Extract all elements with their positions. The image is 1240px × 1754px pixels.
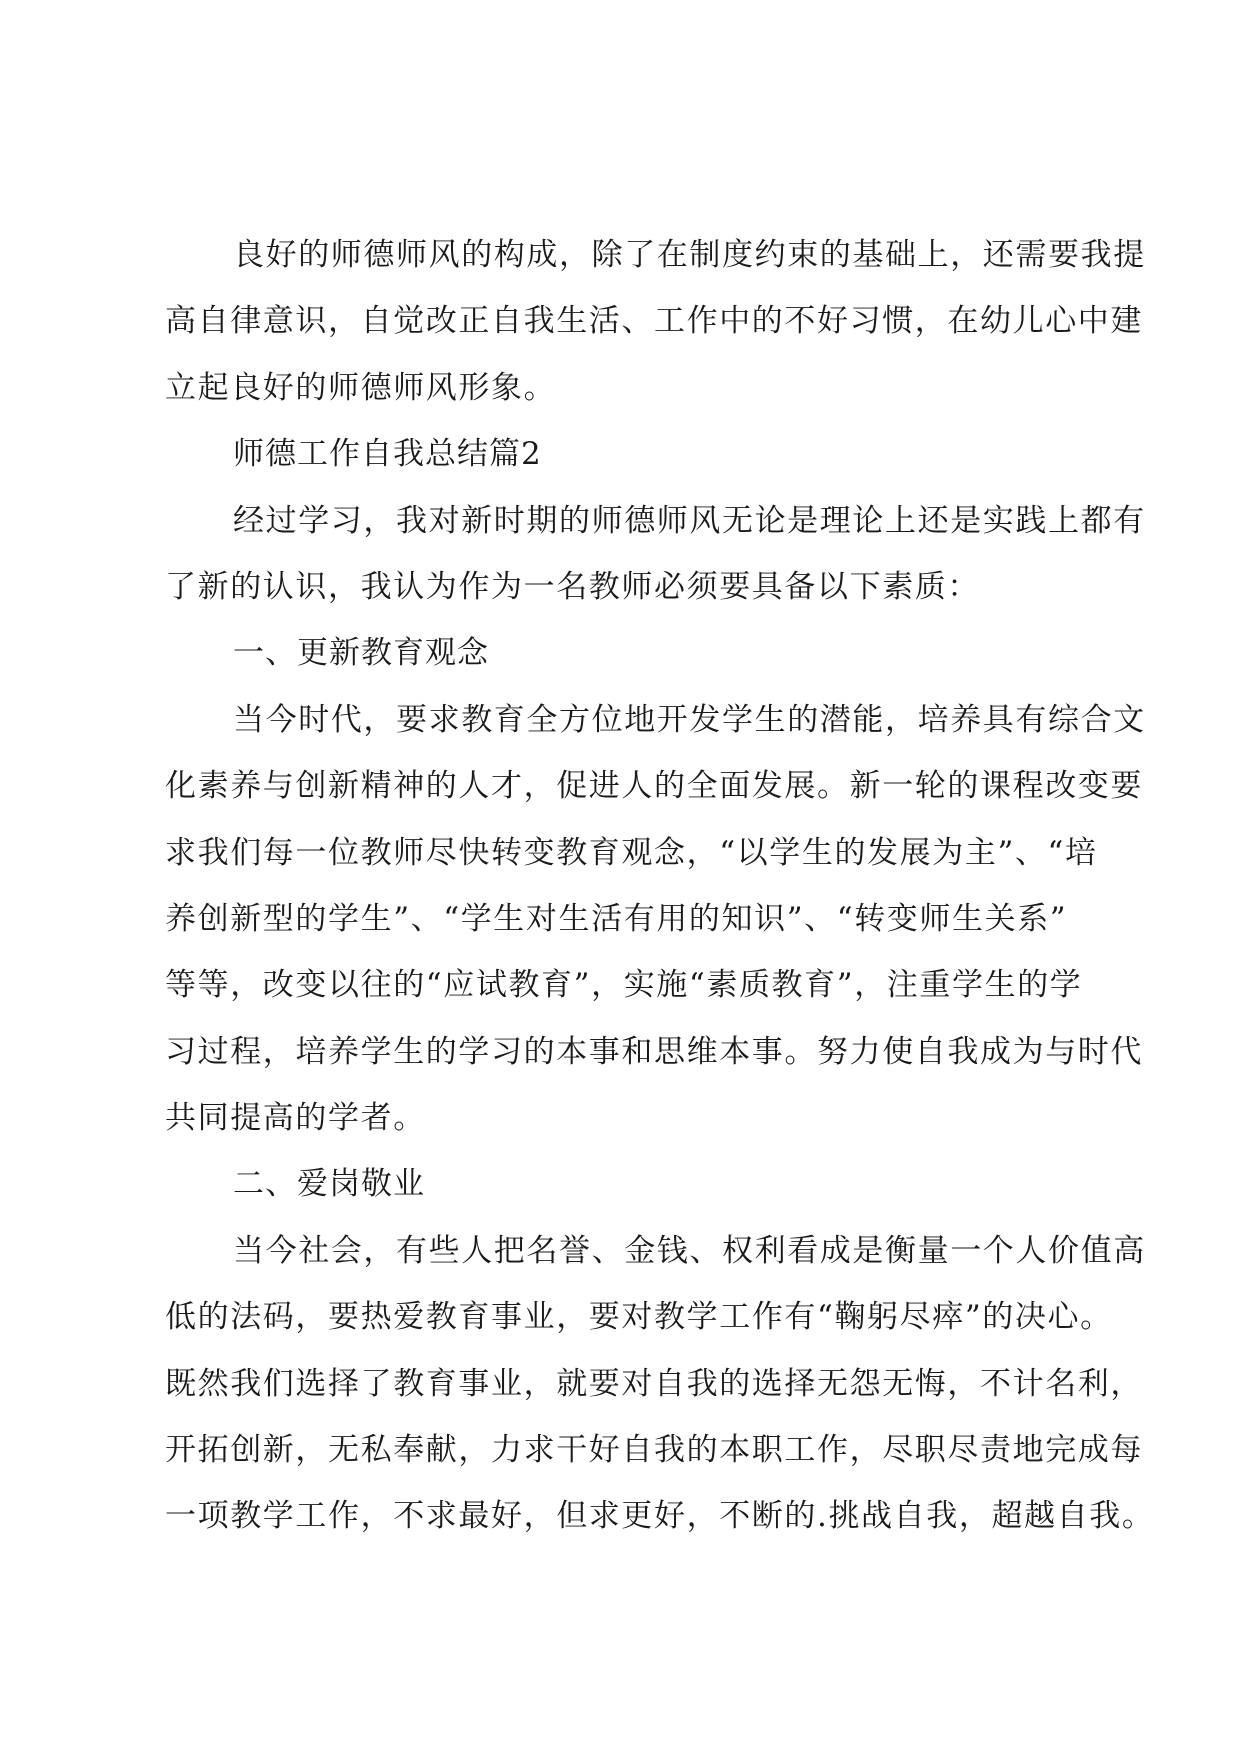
section-heading: 二、爱岗敬业 [233, 1166, 425, 1203]
paragraph-line: 当今社会，有些人把名誉、金钱、权利看成是衡量一个人价值高 [233, 1232, 1146, 1269]
document-body [165, 222, 1155, 1550]
paragraph-line: 求我们每一位教师尽快转变教育观念，“以学生的发展为主”、“培 [165, 834, 1098, 871]
section-heading: 一、更新教育观念 [233, 635, 489, 672]
paragraph-line: 低的法码，要热爱教育事业，要对教学工作有“鞠躬尽瘁”的决心。 [165, 1299, 1113, 1336]
paragraph-line: 既然我们选择了教育事业，就要对自我的选择无怨无悔，不计名利， [165, 1365, 1143, 1402]
paragraph-line: 共同提高的学者。 [165, 1100, 426, 1137]
paragraph-line: 等等，改变以往的“应试教育”，实施“素质教育”，注重学生的学 [165, 967, 1083, 1004]
paragraph-line: 良好的师德师风的构成，除了在制度约束的基础上，还需要我提 [233, 237, 1146, 273]
paragraph-line: 化素养与创新精神的人才，促进人的全面发展。新一轮的课程改变要 [165, 768, 1143, 805]
paragraph-line: 开拓创新，无私奉献，力求干好自我的本职工作，尽职尽责地完成每 [165, 1432, 1143, 1469]
paragraph-line: 养创新型的学生”、“学生对生活有用的知识”、“转变师生关系” [165, 900, 1068, 937]
paragraph-line: 习过程，培养学生的学习的本事和思维本事。努力使自我成为与时代 [165, 1033, 1143, 1070]
paragraph-line: 经过学习，我对新时期的师德师风无论是理论上还是实践上都有 [233, 502, 1146, 539]
paragraph-line: 了新的认识，我认为作为一名教师必须要具备以下素质： [165, 568, 980, 605]
paragraph-line: 立起良好的师德师风形象。 [165, 369, 557, 406]
paragraph-line: 一项教学工作，不求最好，但求更好，不断的.挑战自我，超越自我。 [165, 1498, 1155, 1535]
section-title: 师德工作自我总结篇2 [233, 436, 542, 473]
paragraph-line: 当今时代，要求教育全方位地开发学生的潜能，培养具有综合文 [233, 701, 1146, 738]
paragraph-line: 高自律意识，自觉改正自我生活、工作中的不好习惯，在幼儿心中建 [165, 303, 1143, 340]
